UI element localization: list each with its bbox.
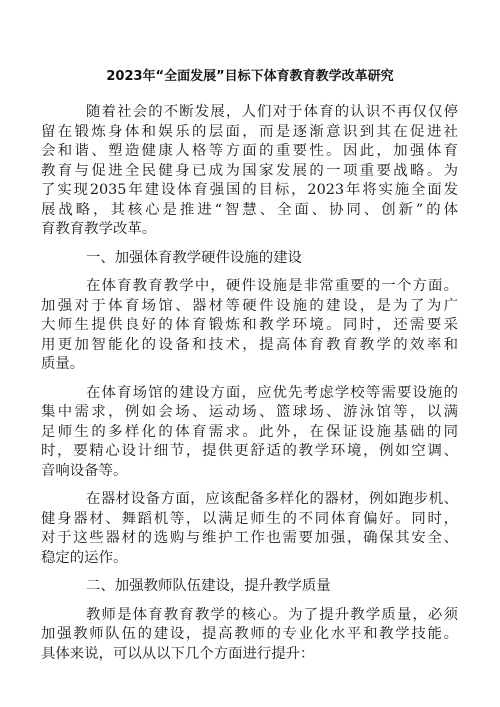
paragraph-line: 集中需求，例如会场、运动场、篮球场、游泳馆等，以满 xyxy=(41,404,458,420)
paragraph-line: 留在锻炼身体和娱乐的层面，而是逐渐意识到其在促进社 xyxy=(41,123,458,140)
paragraph-line: 在体育教育教学中，硬件设施是非常重要的一个方面。 xyxy=(86,278,458,294)
paragraph xyxy=(41,277,458,375)
paragraph-line: 用更加智能化的设备和技术，提高体育教育教学的效率和 xyxy=(41,336,458,353)
paragraph-line: 加强对于体育场馆、器材等硬件设施的建设，是为了为广 xyxy=(41,297,458,314)
paragraph-line: 音响设备等。 xyxy=(41,462,128,479)
section-heading xyxy=(86,249,458,269)
paragraph-line: 时，要精心设计细节，提供更舒适的教学环境，例如空调、 xyxy=(41,443,458,459)
paragraph-line: 足师生的多样化的体育需求。此外，在保证设施基础的同 xyxy=(41,423,458,440)
paragraph-line: 对于这些器材的选购与维护工作也需要加强，确保其安全、 xyxy=(41,530,458,546)
paragraph-line: 随着社会的不断发展，人们对于体育的认识不再仅仅停 xyxy=(86,104,458,120)
paragraph-line: 了实现2035年建设体育强国的目标，2023年将实施全面发 xyxy=(41,182,458,198)
paragraph-gap xyxy=(86,481,458,490)
paragraph-line: 在体育场馆的建设方面，应优先考虑学校等需要设施的 xyxy=(86,384,458,401)
paragraph-line: 在器材设备方面，应该配备多样化的器材，例如跑步机、 xyxy=(86,491,458,507)
paragraph-line: 教师是体育教育教学的核心。为了提升教学质量，必须 xyxy=(86,606,458,623)
paragraph-line: 质量。 xyxy=(41,356,85,372)
paragraph-line: 教育与促进全民健身已成为国家发展的一项重要战略。为 xyxy=(41,162,458,179)
paragraph-line: 会和谐、塑造健康人格等方面的重要性。因此，加强体育 xyxy=(41,143,458,159)
paragraph-gap xyxy=(86,240,458,249)
paragraph-line: 大师生提供良好的体育锻炼和教学环境。同时，还需要采 xyxy=(41,317,458,333)
document-body xyxy=(41,103,458,664)
section-heading-text: 二、加强教师队伍建设，提升教学质量 xyxy=(86,578,331,594)
paragraph-line: 具体来说，可以从以下几个方面进行提升： xyxy=(41,645,315,662)
paragraph-line: 加强教师队伍的建设，提高教师的专业化水平和教学技能。 xyxy=(41,626,458,642)
document-title: 2023年“全面发展”目标下体育教育教学改革研究 xyxy=(106,69,394,84)
paragraph-gap xyxy=(86,568,458,577)
paragraph-line: 稳定的运作。 xyxy=(41,549,128,566)
paragraph-gap xyxy=(86,375,458,384)
paragraph xyxy=(41,103,458,240)
paragraph xyxy=(41,384,458,482)
paragraph-line: 展战略，其核心是推进“智慧、全面、协同、创新”的体 xyxy=(41,201,458,218)
section-heading-text: 一、加强体育教学硬件设施的建设 xyxy=(86,249,302,266)
paragraph-line: 健身器材、舞蹈机等，以满足师生的不同体育偏好。同时， xyxy=(41,510,458,527)
paragraph-gap xyxy=(86,268,458,277)
section-heading xyxy=(86,577,458,597)
paragraph xyxy=(41,606,458,665)
paragraph-line: 育教育教学改革。 xyxy=(41,221,157,237)
paragraph xyxy=(41,490,458,568)
paragraph-gap xyxy=(86,597,458,606)
